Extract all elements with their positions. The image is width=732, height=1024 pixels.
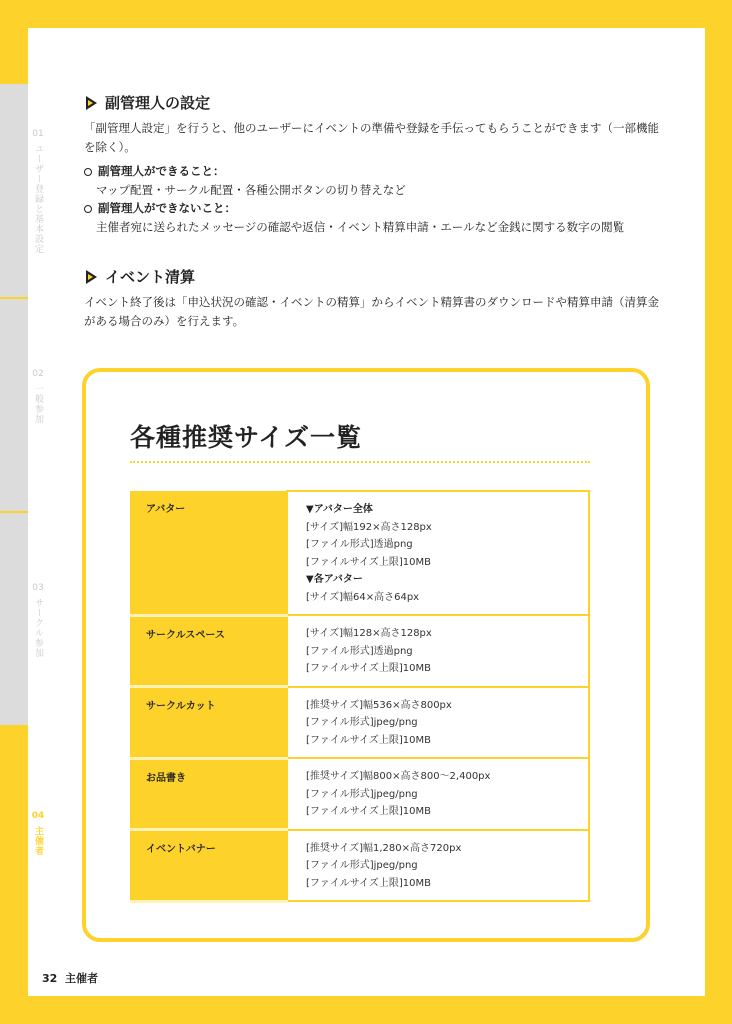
dotted-divider [130, 461, 590, 463]
heading-text: 副管理人の設定 [105, 94, 211, 112]
chapter-name: 主催者 [64, 972, 98, 985]
circle-bullet-icon [84, 168, 92, 176]
tab-text: ユーザー登録と基本設定 [33, 144, 43, 254]
row-label: アバター [130, 491, 287, 615]
bullet-can [84, 162, 406, 200]
table-row [130, 687, 589, 759]
table-row [130, 615, 589, 687]
recommended-sizes-box [82, 368, 650, 942]
table-row [130, 491, 589, 615]
circle-bullet-icon [84, 205, 92, 213]
bullet-desc: マップ配置・サークル配置・各種公開ボタンの切り替えなど [96, 183, 406, 197]
spec-line: ▼アバター全体 [306, 504, 373, 515]
sidebar-label-01[interactable] [31, 128, 45, 258]
sidebar-tab-02[interactable] [0, 299, 28, 511]
bullet-title: 副管理人ができること： [98, 164, 225, 178]
sidebar-tab-03[interactable] [0, 513, 28, 725]
row-label: サークルカット [130, 687, 287, 759]
tab-text: 一般参加 [33, 384, 43, 424]
table-row [130, 830, 589, 902]
tab-number: 01 [32, 129, 44, 139]
spec-line: [推奨サイズ]幅536×高さ800px [306, 699, 452, 711]
row-specs [287, 687, 589, 759]
settlement-description: イベント終了後は「申込状況の確認・イベントの精算」からイベント精算書のダウンロードや精算申請（清算金がある場合のみ）を行えます。 [84, 295, 659, 328]
page-number: 32 [42, 972, 58, 985]
row-label: お品書き [130, 758, 287, 830]
tab-number: 03 [32, 583, 44, 593]
table-row [130, 758, 589, 830]
row-specs [287, 758, 589, 830]
spec-line: [ファイルサイズ上限]10MB [306, 734, 432, 746]
tab-number: 04 [31, 811, 45, 821]
triangle-bullet-icon [86, 96, 97, 110]
row-specs [287, 615, 589, 687]
sidebar-label-02[interactable] [31, 368, 45, 428]
sidebar-label-04[interactable] [31, 810, 45, 860]
sidebar-label-03[interactable] [31, 582, 45, 662]
spec-line: [サイズ]幅128×高さ128px [306, 628, 432, 639]
row-label: イベントバナー [130, 830, 287, 902]
bullet-desc: 主催者宛に送られたメッセージの確認や返信・イベント精算申請・エールなど金銭に関する数字の閲覧 [96, 220, 625, 234]
triangle-bullet-icon [86, 270, 97, 284]
spec-line: [ファイル形式]透過png [306, 645, 413, 657]
sub-admin-description: 「副管理人設定」を行うと、他のユーザーにイベントの準備や登録を手伝ってもらうことができます（一部機能を除く）。 [84, 121, 659, 154]
bullet-title: 副管理人ができないこと： [98, 201, 236, 215]
spec-line: [サイズ]幅192×高さ128px [306, 521, 432, 533]
sidebar-tab-01[interactable] [0, 84, 28, 297]
spec-line: [推奨サイズ]幅800×高さ800～2,400px [306, 771, 491, 782]
page-footer [42, 970, 98, 986]
sizes-table [130, 490, 590, 903]
spec-line: [ファイルサイズ上限]10MB [306, 663, 432, 674]
spec-line: [推奨サイズ]幅1,280×高さ720px [306, 842, 462, 854]
heading-text: イベント清算 [105, 268, 196, 286]
row-specs [287, 830, 589, 902]
tab-text: 主催者 [33, 826, 43, 856]
spec-line: [ファイル形式]jpeg/png [306, 788, 418, 800]
spec-line: [ファイルサイズ上限]10MB [306, 877, 432, 889]
spec-line: [ファイル形式]jpeg/png [306, 717, 418, 728]
spec-line: [ファイルサイズ上限]10MB [306, 556, 432, 568]
spec-line: ▼各アバター [306, 574, 363, 585]
section-heading-sub-admin [86, 92, 210, 113]
spec-line: [ファイル形式]透過png [306, 539, 413, 550]
tab-number: 02 [32, 369, 44, 379]
spec-line: [ファイル形式]jpeg/png [306, 860, 418, 871]
section-heading-settlement [86, 266, 195, 287]
bullet-cannot [84, 199, 624, 237]
row-label: サークルスペース [130, 615, 287, 687]
sidebar-tab-04[interactable] [0, 727, 28, 940]
row-specs [287, 491, 589, 615]
tab-text: サークル参加 [33, 598, 43, 658]
spec-line: [サイズ]幅64×高さ64px [306, 591, 420, 603]
spec-line: [ファイルサイズ上限]10MB [306, 806, 432, 817]
sizes-title: 各種推奨サイズ一覧 [130, 423, 363, 452]
